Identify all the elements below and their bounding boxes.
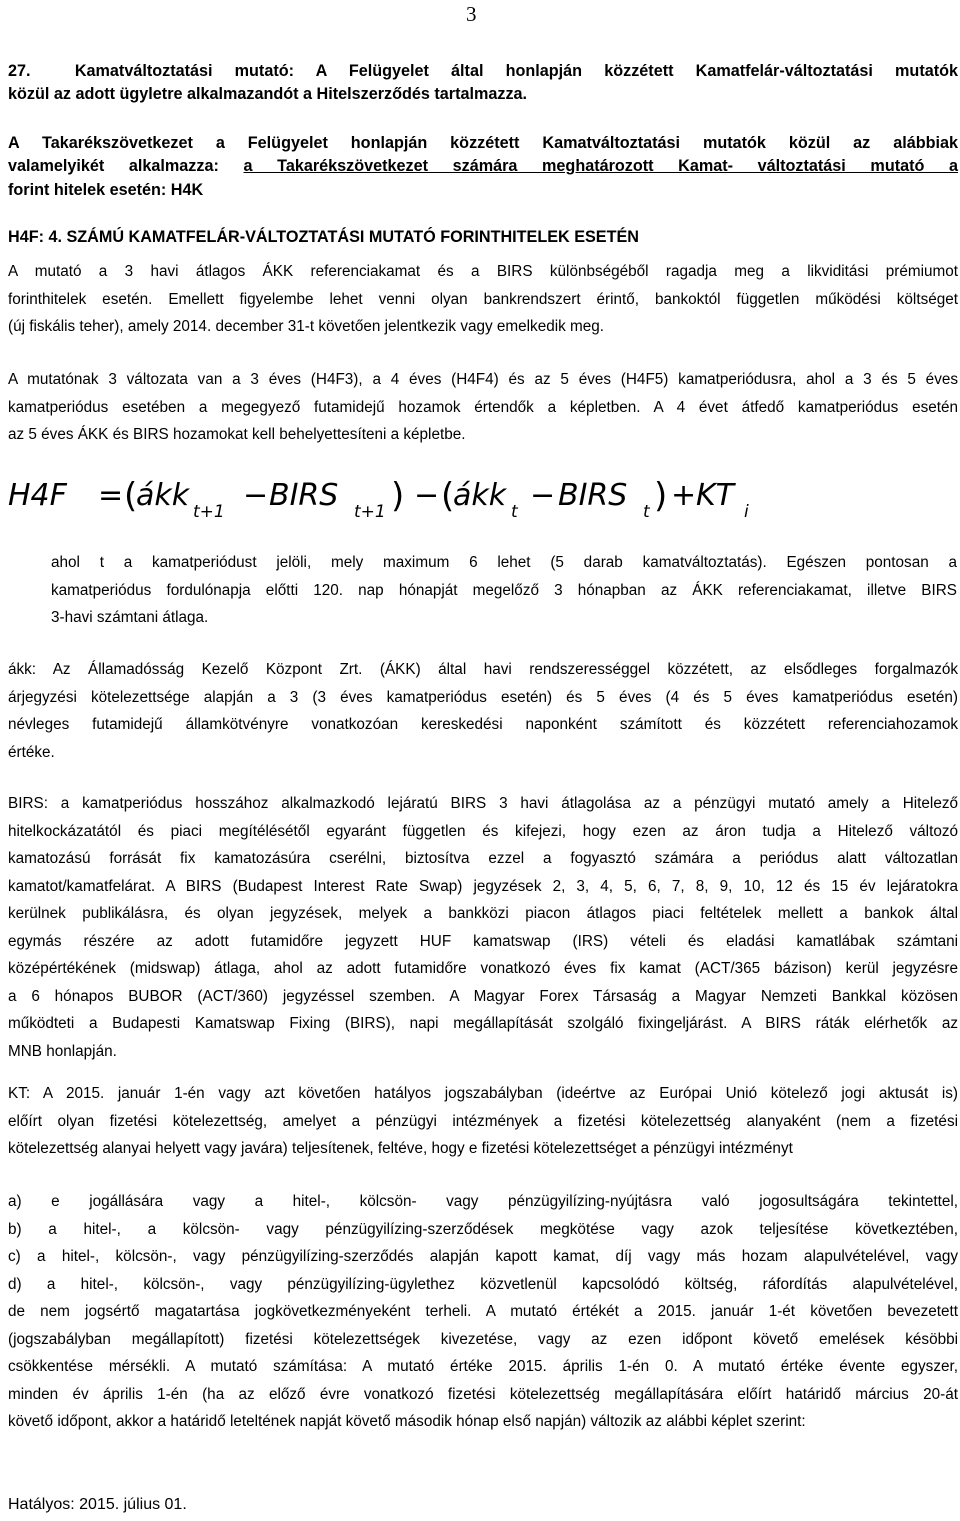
- section-27-line: közül az adott ügyletre alkalmazandót a Hitelszerződés tartalmazza.: [8, 85, 528, 104]
- formula-plus: +: [671, 478, 697, 513]
- formula-lhs: H4F: [8, 478, 67, 513]
- text-line: MNB honlapján.: [8, 1042, 117, 1060]
- text-line: A mutatónak 3 változata van a 3 éves (H4F3), a 4 éves (H4F4) és az 5 éves (H4F5) kamatperiódusra, ahol a 3 és 5 éves: [8, 371, 958, 388]
- text-line: árjegyzési kötelezettsége alapján a 3 (3 éves kamatperiódus esetén) és 5 éves (4 és 5 éves kamatperiódus esetén): [8, 688, 958, 706]
- paragraph-liquidity: [8, 258, 958, 341]
- list-item: b) a hitel-, a kölcsön- vagy pénzügyilízing-szerződések megkötése vagy azok teljesítése következtében,: [8, 1220, 958, 1238]
- birs-definition: [8, 790, 958, 1065]
- intro-line: forint hitelek esetén: H4K: [8, 180, 204, 199]
- section-27-line: 27. Kamatváltoztatási mutató: A Felügyelet által honlapján közzétett Kamatfelár-változtatási mutatók: [8, 62, 958, 80]
- formula-paren-open: (: [124, 476, 138, 516]
- kt-definition: [8, 1080, 958, 1163]
- text-line: kamatperiódus esetében a megegyező futamidejű hozamok értendők a képletben. A 4 évet átfedő kamatperiódus esetén: [8, 398, 958, 416]
- section-27: [8, 60, 958, 107]
- formula-sub: t+1: [193, 502, 225, 520]
- text-line: működteti a Budapesti Kamatswap Fixing (BIRS), napi megállapítását szolgáló fixingeljárást. A BIRS ráták elérhetők az: [8, 1015, 958, 1032]
- text-line: értéke.: [8, 743, 55, 761]
- text-line: forinthitelek esetén. Emellett figyelembe lehet venni olyan bankrendszert érintő, bankoktól független működési költséget: [8, 290, 958, 308]
- text-line: középértékének (midswap) átlaga, ahol az adott futamidőre vonatkozó éves fix kamat (ACT/365 bázison) kerül jegyzésre: [8, 960, 958, 977]
- text-line: kerülnek publikálásra, és olyan jegyzések, melyek a bankközi piacon átlagos piaci feltételek mellett a bankok által: [8, 905, 958, 922]
- formula-equals: =: [98, 478, 124, 513]
- text-line: BIRS: a kamatperiódus hosszához alkalmazkodó lejáratú BIRS 3 havi átlagolása az a pénzügyi mutató amely a Hitelező: [8, 795, 958, 812]
- list-item: a) e jogállására vagy a hitel-, kölcsön- vagy pénzügyilízing-nyújtásra való jogosultságára tekintettel,: [8, 1193, 958, 1210]
- text-line: egymás részére az adott futamidőre jegyzett HUF kamatswap (IRS) vételi és eladási kamatlábak számtani: [8, 932, 958, 950]
- formula-sub: i: [744, 502, 749, 520]
- formula-paren-close: ): [654, 476, 668, 516]
- formula-minus: −: [414, 478, 440, 513]
- intro-paragraph: [8, 132, 958, 202]
- text-line: kötelezettség alanyai helyett vagy javára) teljesítenek, feltéve, hogy e fizetési kötelezettséget a pénzügyi intézményt: [8, 1140, 793, 1157]
- formula-minus: −: [530, 478, 556, 513]
- formula-birs-2: BIRS: [558, 478, 628, 513]
- effective-date-footer: Hatályos: 2015. július 01.: [8, 1496, 187, 1513]
- intro-line: A Takarékszövetkezet a Felügyelet honlapján közzétett Kamatváltoztatási mutatók közül az alábbiak: [8, 134, 958, 152]
- text-line: (új fiskális teher), amely 2014. december 31-t követően jelentkezik vagy emelkedik meg.: [8, 318, 605, 335]
- text-line: kamatperiódus fordulónapja előtti 120. nap hónapját megelőző 3 hónapban az ÁKK referenciakamat, illetve BIRS: [51, 581, 957, 599]
- formula-sub: t: [643, 502, 650, 520]
- ahol-paragraph: [51, 549, 957, 632]
- text-line: hitelkockázatától és piaci megítélésétől egyaránt független és kifejezi, hogy ezen az áron tudja a Hitelező változó: [8, 822, 958, 840]
- intro-underlined: a Takarékszövetkezet számára meghatározott Kamat- változtatási mutató a: [243, 157, 958, 176]
- formula-akk-2: ákk: [453, 478, 507, 513]
- akk-definition: [8, 656, 958, 766]
- text-line: de nem jogsértő magatartása jogkövetkezményeként terheli. A mutató értékét a 2015. január 1-ét követően bevezetett: [8, 1303, 958, 1320]
- text-line: a 6 hónapos BUBOR (ACT/360) jegyzéssel szemben. A Magyar Forex Társaság a Magyar Nemzeti Bankkal közösen: [8, 987, 958, 1005]
- formula-akk-1: ákk: [136, 478, 190, 513]
- h4f-formula: [6, 474, 766, 520]
- text-line: minden év április 1-én (ha az előző évre vonatkozó fizetési kötelezettség megállapítására előírt határidő március 20-át: [8, 1385, 958, 1403]
- formula-paren-close: ): [391, 476, 405, 516]
- formula-minus: −: [243, 478, 269, 513]
- text-line: kamatozású forrását fix kamatozásúra cserélni, biztosítva ezzel a fogyasztó számára a periódus alatt változatlan: [8, 850, 958, 867]
- list-item: c) a hitel-, kölcsön-, vagy pénzügyilízing-szerződés alapján kapott kamat, díj vagy más hozam alapulvételével, vagy: [8, 1248, 958, 1265]
- text-line: A mutató a 3 havi átlagos ÁKK referenciakamat és a BIRS különbségéből ragadja meg a likviditási prémiumot: [8, 263, 958, 280]
- text-line: ahol t a kamatperiódust jelöli, mely maximum 6 lehet (5 darab kamatváltoztatás). Egészen pontosan a: [51, 554, 957, 571]
- formula-sub: t: [511, 502, 518, 520]
- text-line: KT: A 2015. január 1-én vagy azt követően hatályos jogszabályban (ideértve az Európai Unió kötelező jogi aktusát is): [8, 1085, 958, 1102]
- text-line: ákk: Az Államadósság Kezelő Központ Zrt. (ÁKK) által havi rendszerességgel közzétett, az elsődleges forgalmazók: [8, 661, 958, 678]
- text-line: előírt olyan fizetési kötelezettség, amelyet a pénzügyi intézmények a fizetési kötelezettség alanyaként (nem a fizetési: [8, 1112, 958, 1130]
- text-line: kamatot/kamatfelárat. A BIRS (Budapest Interest Rate Swap) jegyzések 2, 3, 4, 5, 6, 7, 8, 9, 10, 12 és 15 év lejáratokra: [8, 877, 958, 895]
- text-line: követő időpont, akkor a határidő leteltének napját követő második hónap első napján) változik az alábbi képlet szerint:: [8, 1413, 806, 1430]
- formula-paren-open: (: [441, 476, 455, 516]
- paragraph-variants: [8, 366, 958, 449]
- intro-line: [8, 155, 958, 178]
- kt-conditions-list: [8, 1188, 958, 1436]
- formula-sub: t+1: [354, 502, 386, 520]
- formula-birs-1: BIRS: [269, 478, 339, 513]
- formula-kt: KT: [696, 478, 734, 513]
- h4f-heading: H4F: 4. SZÁMÚ KAMATFELÁR-VÁLTOZTATÁSI MUTATÓ FORINTHITELEK ESETÉN: [8, 228, 639, 246]
- list-item: d) a hitel-, kölcsön-, vagy pénzügyilízing-ügylethez közvetlenül kapcsolódó költség, ráfordítás alapulvételével,: [8, 1275, 958, 1293]
- page-number: 3: [466, 2, 477, 26]
- text-line: 3-havi számtani átlaga.: [51, 609, 209, 626]
- text-line: névleges futamidejű államkötvényre vonatkozóan kereskedési naponként számított és közzétett referenciahozamok: [8, 716, 958, 733]
- text-line: (jogszabályban megállapított) fizetési kötelezettségek kivezetése, vagy az ezen időpont követő emelések késöbbi: [8, 1330, 958, 1348]
- intro-prefix: valamelyikét alkalmazza:: [8, 157, 244, 176]
- text-line: csökkentése mérsékli. A mutató számítása: A mutató értéke 2015. április 1-én 0. A mutató értéke évente egyszer,: [8, 1358, 958, 1375]
- text-line: az 5 éves ÁKK és BIRS hozamokat kell behelyettesíteni a képletbe.: [8, 426, 466, 443]
